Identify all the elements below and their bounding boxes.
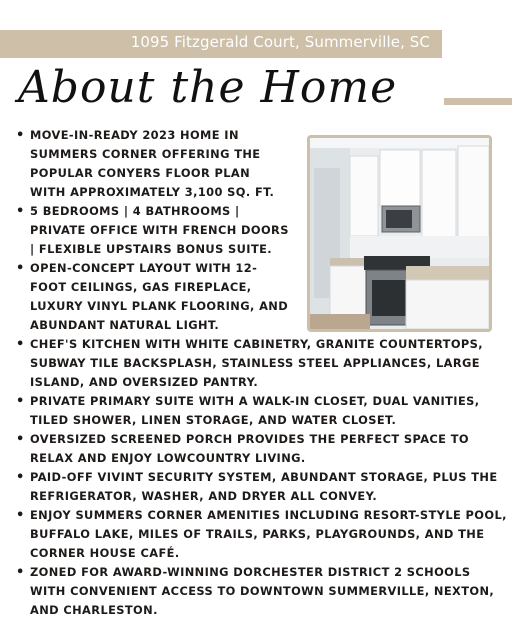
feature-list [0,126,508,620]
feature-item: • OPEN-CONCEPT LAYOUT WITH 12-FOOT CEILINGS, GAS FIREPLACE, LUXURY VINYL PLANK FLOORING, AND ABUNDANT NATURAL LIGHT. [0,259,290,335]
feature-item: • ENJOY SUMMERS CORNER AMENITIES INCLUDING RESORT-STYLE POOL, BUFFALO LAKE, MILES OF TRAILS, PARKS, PLAYGROUNDS, AND THE CORNER HOUSE CAFÉ. [0,506,508,563]
address-text: 1095 Fitzgerald Court, Summerville, SC [130,33,430,51]
section-title: About the Home [18,62,398,113]
feature-item: • MOVE-IN-READY 2023 HOME IN SUMMERS CORNER OFFERING THE POPULAR CONYERS FLOOR PLAN WITH APPROXIMATELY 3,100 SQ. FT. [0,126,290,202]
feature-item: • ZONED FOR AWARD-WINNING DORCHESTER DISTRICT 2 SCHOOLS WITH CONVENIENT ACCESS TO DOWNTOWN SUMMERVILLE, NEXTON, AND CHARLESTON. [0,563,508,620]
feature-item: • PAID-OFF VIVINT SECURITY SYSTEM, ABUNDANT STORAGE, PLUS THE REFRIGERATOR, WASHER, AND DRYER ALL CONVEY. [0,468,508,506]
accent-rule [444,98,512,105]
feature-item: • CHEF'S KITCHEN WITH WHITE CABINETRY, GRANITE COUNTERTOPS, SUBWAY TILE BACKSPLASH, STAINLESS STEEL APPLIANCES, LARGE ISLAND, AND OVERSIZED PANTRY. [0,335,508,392]
feature-item: • PRIVATE PRIMARY SUITE WITH A WALK-IN CLOSET, DUAL VANITIES, TILED SHOWER, LINEN STORAGE, AND WATER CLOSET. [0,392,508,430]
feature-item: • 5 BEDROOMS | 4 BATHROOMS | PRIVATE OFFICE WITH FRENCH DOORS | FLEXIBLE UPSTAIRS BONUS SUITE. [0,202,290,259]
feature-item: • OVERSIZED SCREENED PORCH PROVIDES THE PERFECT SPACE TO RELAX AND ENJOY LOWCOUNTRY LIVING. [0,430,508,468]
